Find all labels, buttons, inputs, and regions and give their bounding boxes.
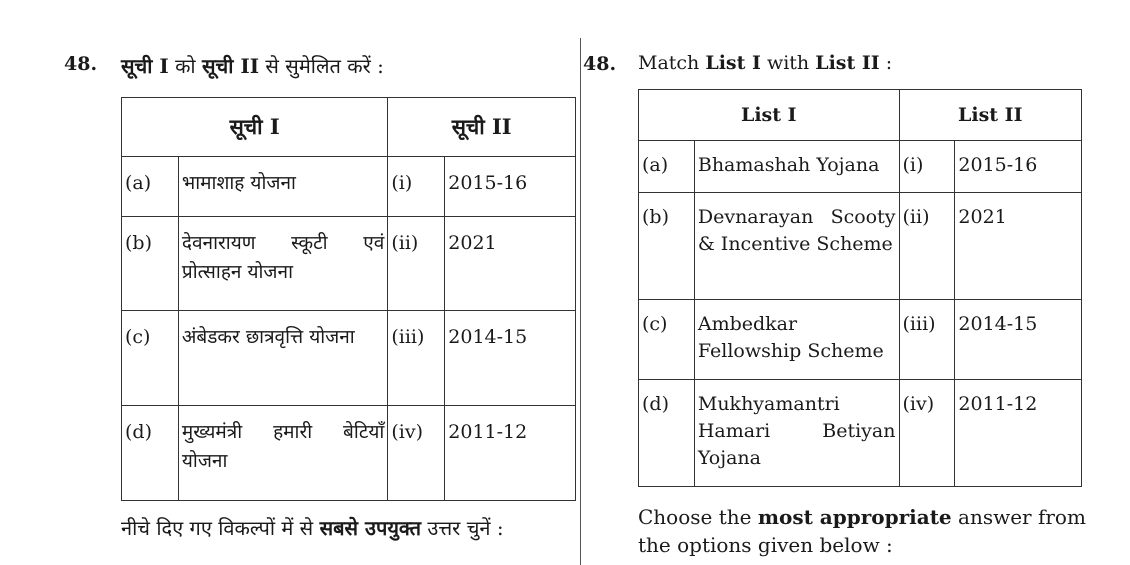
list2-item: 2014-15 — [448, 326, 528, 348]
row-label: (a) — [642, 154, 669, 176]
list1-item: Mukhyamantri Hamari Betiyan Yojana — [697, 393, 896, 469]
row-numeral: (i) — [902, 154, 924, 176]
row-label: (c) — [125, 326, 151, 348]
list2-item: 2015-16 — [958, 154, 1038, 176]
answer-instruction: नीचे दिए गए विकल्पों में से सबसे उपयुक्त उत्तर चुनें : — [121, 516, 504, 540]
row-numeral: (ii) — [391, 232, 419, 254]
header-list-1: List I — [639, 90, 900, 141]
list1-item: मुख्यमंत्री हमारी बेटियाँ योजना — [181, 421, 385, 472]
question-number: 48. — [583, 53, 617, 75]
list2-item: 2021 — [958, 206, 1007, 228]
row-label: (a) — [125, 172, 152, 194]
row-label: (d) — [642, 393, 669, 415]
list2-item: 2011-12 — [958, 393, 1038, 415]
row-numeral: (iii) — [391, 326, 425, 348]
list1-item: देवनारायण स्कूटी एवं प्रोत्साहन योजना — [181, 232, 385, 283]
table-row — [122, 311, 576, 406]
list2-item: 2021 — [448, 232, 497, 254]
row-label: (b) — [642, 206, 669, 228]
list1-item: Bhamashah Yojana — [697, 154, 880, 176]
row-label: (c) — [642, 313, 668, 335]
row-numeral: (ii) — [902, 206, 930, 228]
list1-item: अंबेडकर छात्रवृत्ति योजना — [181, 326, 355, 348]
table-row — [122, 217, 576, 311]
row-numeral: (iv) — [391, 421, 423, 443]
table-row — [122, 406, 576, 501]
list1-item: Devnarayan Scooty & Incentive Scheme — [697, 206, 896, 255]
list2-item: 2014-15 — [958, 313, 1038, 335]
question-prompt: सूची I को सूची II से सुमेलित करें : — [121, 54, 384, 78]
row-label: (d) — [125, 421, 152, 443]
header-list-2: सूची II — [388, 98, 576, 157]
column-divider — [580, 38, 581, 565]
table-row — [639, 141, 1082, 193]
header-list-2: List II — [899, 90, 1082, 141]
row-numeral: (iv) — [902, 393, 935, 415]
list1-item: भामाशाह योजना — [181, 172, 296, 194]
question-number: 48. — [64, 53, 98, 75]
header-list-1: सूची I — [122, 98, 388, 157]
row-numeral: (i) — [391, 172, 413, 194]
list2-item: 2015-16 — [448, 172, 528, 194]
table-row — [122, 157, 576, 217]
row-label: (b) — [125, 232, 152, 254]
list2-item: 2011-12 — [448, 421, 528, 443]
table-row — [639, 300, 1082, 380]
match-table — [121, 97, 576, 501]
table-row — [639, 380, 1082, 487]
table-row — [639, 193, 1082, 300]
match-table — [638, 89, 1082, 487]
question-prompt: Match List I with List II : — [638, 52, 893, 74]
list1-item: Ambedkar Fellowship Scheme — [697, 313, 884, 362]
answer-instruction: Choose the most appropriate answer from the options given below : — [638, 505, 1086, 557]
row-numeral: (iii) — [902, 313, 936, 335]
